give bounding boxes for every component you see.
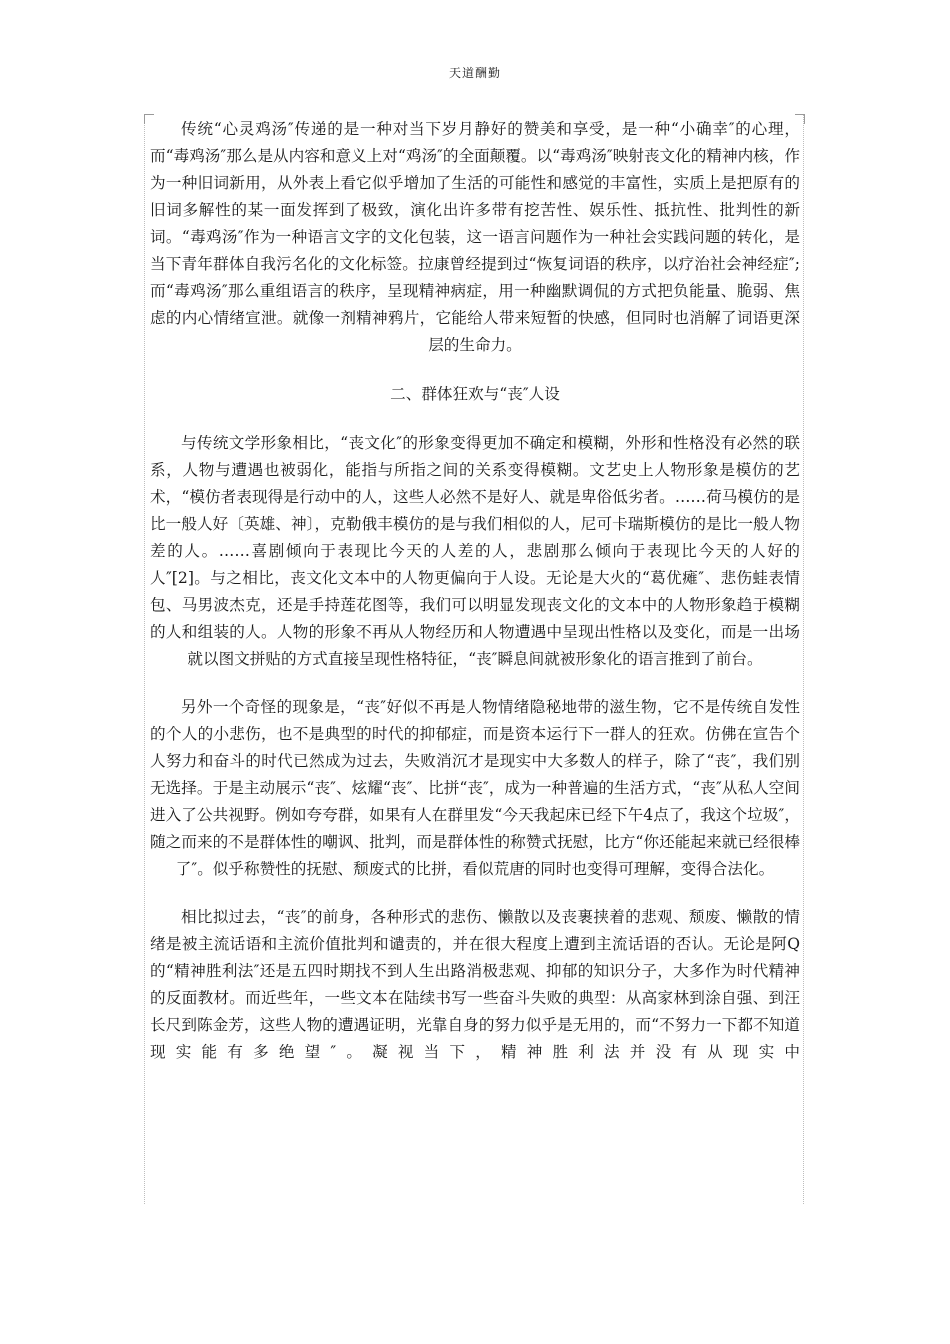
paragraph-2: 与传统文学形象相比，“丧文化″的形象变得更加不确定和模糊，外形和性格没有必然的联系，人物与遭遇也被弱化，能指与所指之间的关系变得模糊。文艺史上人物形象是模仿的艺术，“模仿者表现得是行动中的人，这些人必然不是好人、就是卑俗低劣者。……荷马模仿的是比一般人好〔英雄、神〕，克勒俄丰模仿的是与我们相似的人，尼可卡瑞斯模仿的是比一般人物差的人。……喜剧倾向于表现比今天的人差的人，悲剧那么倾向于表现比今天的人好的人″[2]。与之相比，丧文化文本中的人物更偏向于人设。无论是大火的“葛优瘫″、悲伤蛙表情包、马男波杰克，还是手持莲花图等，我们可以明显发现丧文化的文本中的人物形象趋于模糊的人和组装的人。人物的形象不再从人物经历和人物遭遇中呈现出性格以及变化，而是一出场就以图文拼贴的方式直接呈现性格特征，“丧″瞬息间就被形象化的语言推到了前台。: [150, 434, 800, 668]
document-body: [150, 116, 800, 1066]
page-header: 天道酬勤: [448, 66, 501, 80]
paragraph-3: 另外一个奇怪的现象是，“丧″好似不再是人物情绪隐秘地带的滋生物，它不是传统自发性的个人的小悲伤，也不是典型的时代的抑郁症，而是资本运行下一群人的狂欢。仿佛在宣告个人努力和奋斗的时代已然成为过去，失败消沉才是现实中大多数人的样子，除了“丧″，我们别无选择。于是主动展示“丧″、炫耀“丧″、比拼“丧″，成为一种普遍的生活方式，“丧″从私人空间进入了公共视野。例如夸夸群，如果有人在群里发“今天我起床已经下午4点了，我这个垃圾″，随之而来的不是群体性的嘲讽、批判，而是群体性的称赞式抚慰，比方“你还能起来就已经很棒了″。似乎称赞性的抚慰、颓废式的比拼，看似荒唐的同时也变得可理解，变得合法化。: [150, 698, 800, 878]
paragraph-1: 传统“心灵鸡汤″传递的是一种对当下岁月静好的赞美和享受，是一种“小确幸″的心理，而“毒鸡汤″那么是从内容和意义上对“鸡汤″的全面颠覆。以“毒鸡汤″映射丧文化的精神内核，作为一种旧词新用，从外表上看它似乎增加了生活的可能性和感觉的丰富性，实质上是把原有的旧词多解性的某一面发挥到了极致，演化出许多带有挖苦性、娱乐性、抵抗性、批判性的新词。“毒鸡汤″作为一种语言文字的文化包装，这一语言问题作为一种社会实践问题的转化，是当下青年群体自我污名化的文化标签。拉康曾经提到过“恢复词语的秩序，以疗治社会神经症″;而“毒鸡汤″那么重组语言的秩序，呈现精神病症，用一种幽默调侃的方式把负能量、脆弱、焦虑的内心情绪宣泄。就像一剂精神鸦片，它能给人带来短暂的快感，但同时也消解了词语更深层的生命力。: [150, 120, 800, 354]
paragraph-4: 相比拟过去，“丧″的前身，各种形式的悲伤、懒散以及丧裹挟着的悲观、颓废、懒散的情绪是被主流话语和主流价值批判和谴责的，并在很大程度上遭到主流话语的否认。无论是阿Q的“精神胜利法″还是五四时期找不到人生出路消极悲观、抑郁的知识分子，大多作为时代精神的反面教材。而近些年，一些文本在陆续书写一些奋斗失败的典型：从高家林到涂自强、到汪长尺到陈金芳，这些人物的遭遇证明，光靠自身的努力似乎是无用的，而“不努力一下都不知道现实能有多绝望″。凝视当下，精神胜利法并没有从现实中: [150, 908, 800, 1061]
section-heading: 二、群体狂欢与“丧″人设: [390, 385, 560, 403]
